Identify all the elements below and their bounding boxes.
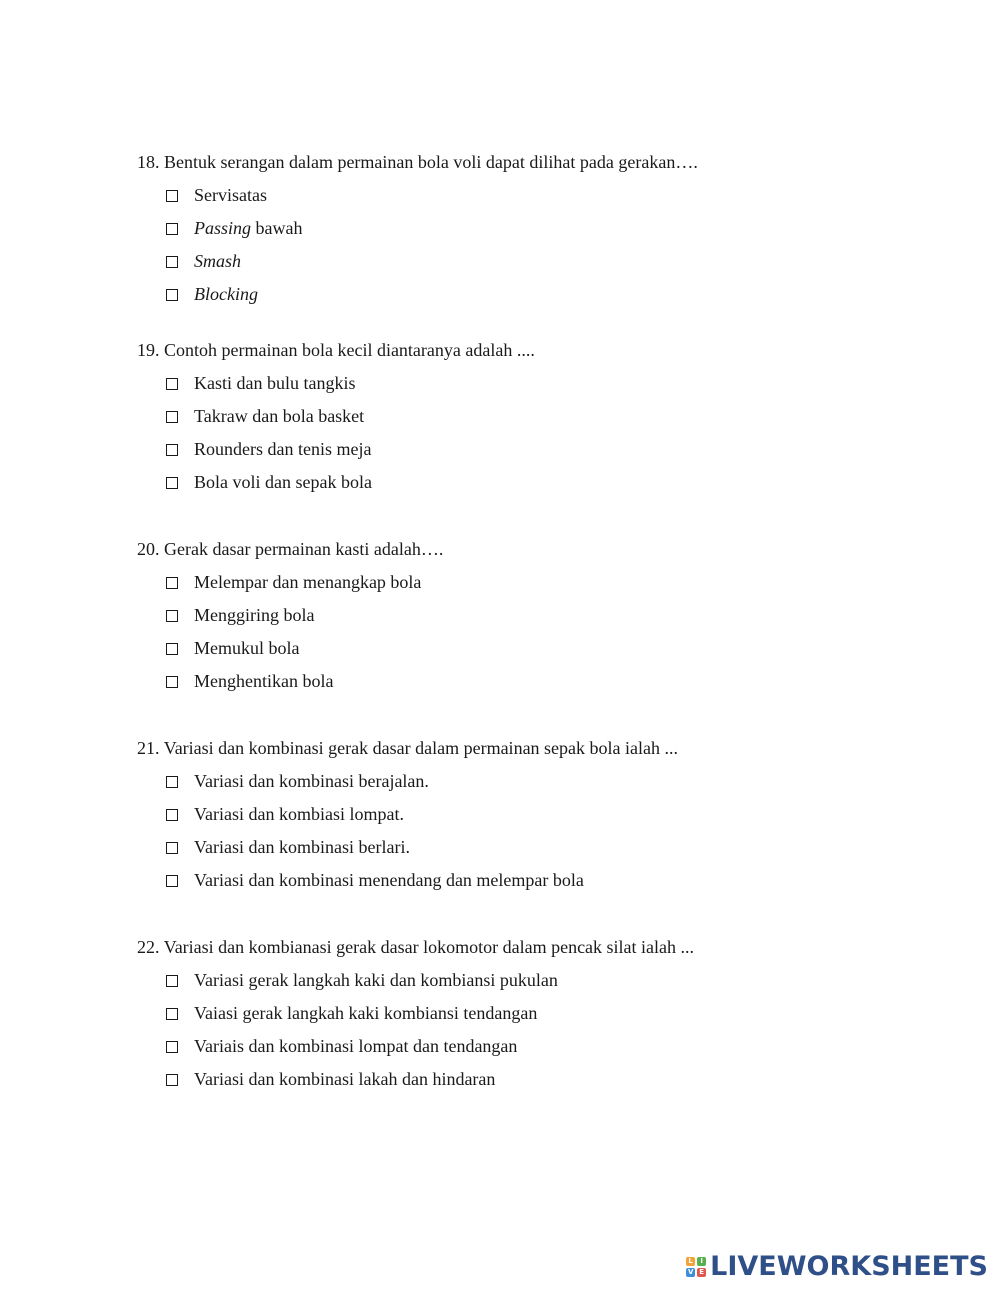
question-19 <box>137 338 897 503</box>
option-item[interactable] <box>166 216 897 249</box>
question-prompt: Bentuk serangan dalam permainan bola voli dapat dilihat pada gerakan…. <box>164 152 698 172</box>
option-label[interactable]: Variasi dan kombiasi lompat. <box>194 804 404 824</box>
checkbox[interactable] <box>166 444 178 456</box>
option-item[interactable] <box>166 603 897 636</box>
option-label[interactable]: Variasi dan kombinasi menendang dan melempar bola <box>194 870 584 890</box>
option-item[interactable] <box>166 183 897 216</box>
option-item[interactable] <box>166 669 897 702</box>
logo-tile-v: V <box>687 1268 694 1276</box>
option-item[interactable] <box>166 802 897 835</box>
liveworksheets-wordmark: LIVEWORKSHEETS <box>710 1251 988 1282</box>
options-list <box>137 183 897 315</box>
checkbox[interactable] <box>166 643 178 655</box>
question-22 <box>137 935 897 1100</box>
option-item[interactable] <box>166 570 897 603</box>
option-item[interactable] <box>166 769 897 802</box>
question-prompt: Variasi dan kombinasi gerak dasar dalam permainan sepak bola ialah ... <box>163 738 679 758</box>
option-item[interactable] <box>166 1034 897 1067</box>
checkbox[interactable] <box>166 1041 178 1053</box>
liveworksheets-logo[interactable] <box>686 1252 988 1282</box>
question-text <box>137 338 897 362</box>
option-label[interactable]: Memukul bola <box>194 638 300 658</box>
option-label[interactable]: Bola voli dan sepak bola <box>194 472 372 492</box>
option-label[interactable]: Melempar dan menangkap bola <box>194 572 422 592</box>
question-number: 19. <box>137 340 160 360</box>
checkbox[interactable] <box>166 842 178 854</box>
checkbox[interactable] <box>166 289 178 301</box>
checkbox[interactable] <box>166 809 178 821</box>
question-text <box>137 935 897 959</box>
checkbox[interactable] <box>166 256 178 268</box>
option-label[interactable]: Menggiring bola <box>194 605 315 625</box>
checkbox[interactable] <box>166 1074 178 1086</box>
checkbox[interactable] <box>166 676 178 688</box>
option-label[interactable]: Variasi gerak langkah kaki dan kombiansi pukulan <box>194 970 558 990</box>
checkbox[interactable] <box>166 875 178 887</box>
question-number: 22. <box>137 937 160 957</box>
option-label[interactable]: Blocking <box>194 284 258 304</box>
option-label[interactable]: Kasti dan bulu tangkis <box>194 373 356 393</box>
option-label[interactable]: Vaiasi gerak langkah kaki kombiansi tendangan <box>194 1003 538 1023</box>
option-label[interactable]: Variasi dan kombinasi lakah dan hindaran <box>194 1069 496 1089</box>
option-label[interactable]: Variais dan kombinasi lompat dan tendangan <box>194 1036 518 1056</box>
liveworksheets-logo-icon <box>686 1257 706 1277</box>
option-label[interactable]: Smash <box>194 251 242 271</box>
options-list <box>137 968 897 1100</box>
checkbox[interactable] <box>166 610 178 622</box>
options-list <box>137 570 897 702</box>
options-list <box>137 769 897 901</box>
option-item[interactable] <box>166 249 897 282</box>
option-item[interactable] <box>166 1001 897 1034</box>
option-label[interactable]: Rounders dan tenis meja <box>194 439 372 459</box>
logo-tile-e: E <box>697 1268 706 1277</box>
option-item[interactable] <box>166 1067 897 1100</box>
option-item[interactable] <box>166 868 897 901</box>
option-label[interactable]: Servisatas <box>194 185 267 205</box>
question-20 <box>137 537 897 702</box>
question-number: 21. <box>137 738 160 758</box>
checkbox[interactable] <box>166 411 178 423</box>
option-item[interactable] <box>166 404 897 437</box>
option-label[interactable]: Takraw dan bola basket <box>194 406 365 426</box>
option-item[interactable] <box>166 282 897 315</box>
checkbox[interactable] <box>166 190 178 202</box>
question-prompt: Variasi dan kombianasi gerak dasar lokomotor dalam pencak silat ialah ... <box>163 937 695 957</box>
option-item[interactable] <box>166 371 897 404</box>
checkbox[interactable] <box>166 477 178 489</box>
option-label-rest: bawah <box>251 218 303 238</box>
option-item[interactable] <box>166 437 897 470</box>
logo-tile-l: L <box>686 1257 695 1266</box>
options-list <box>137 371 897 503</box>
logo-tile-i: I <box>697 1257 706 1266</box>
option-item[interactable] <box>166 470 897 503</box>
option-label[interactable]: Variasi dan kombinasi berlari. <box>194 837 410 857</box>
question-number: 20. <box>137 539 160 559</box>
checkbox[interactable] <box>166 776 178 788</box>
question-text <box>137 537 897 561</box>
option-item[interactable] <box>166 636 897 669</box>
option-label-italic: Passing <box>194 218 252 238</box>
checkbox[interactable] <box>166 1008 178 1020</box>
option-label[interactable]: Menghentikan bola <box>194 671 334 691</box>
option-item[interactable] <box>166 968 897 1001</box>
question-text <box>137 150 897 174</box>
option-label[interactable] <box>194 216 303 240</box>
checkbox[interactable] <box>166 223 178 235</box>
question-21 <box>137 736 897 901</box>
question-prompt: Contoh permainan bola kecil diantaranya adalah .... <box>164 340 535 360</box>
question-prompt: Gerak dasar permainan kasti adalah…. <box>164 539 444 559</box>
checkbox[interactable] <box>166 577 178 589</box>
question-18 <box>137 150 897 315</box>
question-text <box>137 736 897 760</box>
option-item[interactable] <box>166 835 897 868</box>
checkbox[interactable] <box>166 378 178 390</box>
question-number: 18. <box>137 152 160 172</box>
checkbox[interactable] <box>166 975 178 987</box>
option-label[interactable]: Variasi dan kombinasi berajalan. <box>194 771 429 791</box>
